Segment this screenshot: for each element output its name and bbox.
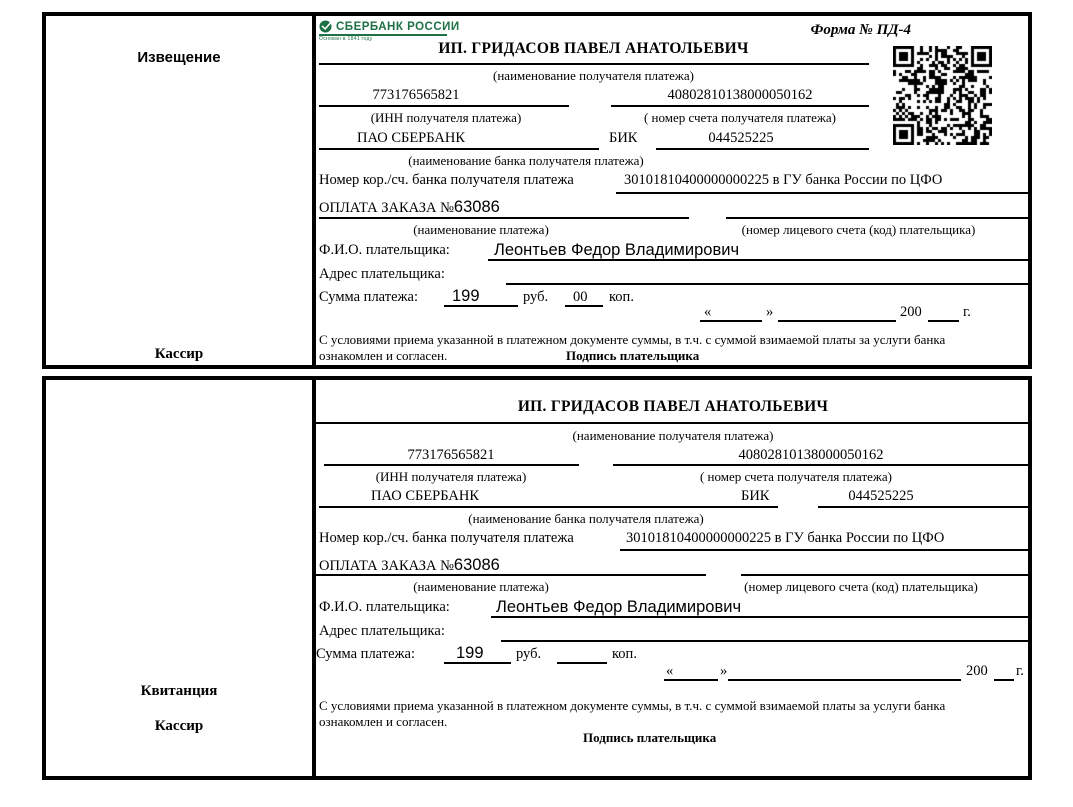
field-underline	[620, 549, 1030, 551]
notice-cashier-label: Кассир	[154, 346, 204, 362]
field-underline	[818, 506, 1030, 508]
field-underline	[565, 305, 603, 307]
field-underline	[319, 105, 569, 107]
corr-label: Номер кор./сч. банка получателя платежа	[319, 530, 574, 546]
receipt-section	[42, 376, 1032, 780]
corr-value: 30101810400000000225 в ГУ банка России по ЦФО	[624, 172, 943, 188]
field-underline	[488, 259, 1030, 261]
bank-name: ПАО СБЕРБАНК	[357, 130, 465, 146]
address-label: Адрес плательщика:	[319, 266, 445, 282]
receipt-cashier-label: Кассир	[154, 718, 204, 734]
date-month-underline	[778, 320, 896, 322]
payee-name: ИП. ГРИДАСОВ ПАВЕЛ АНАТОЛЬЕВИЧ	[438, 40, 749, 57]
account-caption: ( номер счета получателя платежа)	[699, 469, 893, 484]
sum-rub-value: 199	[456, 644, 484, 662]
date-day-underline	[700, 320, 762, 322]
address-label: Адрес плательщика:	[319, 623, 445, 639]
field-underline	[319, 506, 778, 508]
payment-name	[319, 556, 500, 575]
payment-name-value: 63086	[453, 556, 500, 574]
field-underline	[444, 305, 518, 307]
payee-caption: (наименование получателя платежа)	[493, 68, 694, 83]
sum-label: Сумма платежа:	[316, 646, 415, 662]
bank-logo-subtext: Основан в 1841 году	[319, 36, 373, 42]
field-underline	[319, 63, 869, 65]
field-underline	[491, 616, 1030, 618]
qr-code	[893, 46, 992, 145]
agreement-text: С условиями приема указанной в платежном документе суммы, в т.ч. с суммой взимаемой платы за услуги банка ознакомлен и согласен.	[319, 698, 946, 729]
fio-label: Ф.И.О. плательщика:	[319, 599, 450, 615]
personal-account-caption: (номер лицевого счета (код) плательщика)	[741, 222, 976, 237]
field-underline	[557, 662, 607, 664]
inn-caption: (ИНН получателя платежа)	[370, 110, 522, 125]
payment-name-value: 63086	[453, 198, 500, 216]
inn-value: 773176565821	[407, 447, 495, 463]
bank-logo-text: СБЕРБАНК РОССИИ	[336, 20, 460, 33]
field-underline	[316, 422, 1030, 424]
field-underline	[741, 574, 1030, 576]
field-underline	[324, 464, 579, 466]
corr-value: 30101810400000000225 в ГУ банка России по ЦФО	[626, 530, 945, 546]
inn-value: 773176565821	[372, 87, 460, 103]
date-quote-close: »	[766, 304, 774, 320]
date-year-suffix: г.	[963, 304, 971, 320]
receipt-content	[316, 380, 1028, 776]
payment-name	[319, 198, 500, 217]
bank-caption: (наименование банка получателя платежа)	[408, 153, 644, 168]
account-caption: ( номер счета получателя платежа)	[643, 110, 837, 125]
field-underline	[726, 217, 1030, 219]
sum-kop-unit: коп.	[612, 646, 637, 662]
field-underline	[656, 148, 869, 150]
corr-label: Номер кор./сч. банка получателя платежа	[319, 172, 574, 188]
notice-side-label: Извещение	[137, 49, 221, 66]
bik-value: 044525225	[848, 488, 914, 504]
field-underline	[319, 217, 689, 219]
payee-caption: (наименование получателя платежа)	[572, 428, 774, 443]
fio-value: Леонтьев Федор Владимирович	[496, 598, 742, 616]
sum-label: Сумма платежа:	[319, 289, 418, 305]
bik-label: БИК	[609, 130, 638, 146]
sum-rub-value: 199	[452, 287, 480, 305]
date-quote-open: «	[666, 663, 674, 679]
agreement-text: С условиями приема указанной в платежном документе суммы, в т.ч. с суммой взимаемой платы за услуги банка ознакомлен и согласен.	[319, 332, 946, 363]
sum-kop-value: 00	[573, 289, 588, 305]
field-underline	[506, 283, 1030, 285]
field-underline	[319, 148, 599, 150]
payee-name: ИП. ГРИДАСОВ ПАВЕЛ АНАТОЛЬЕВИЧ	[517, 398, 829, 415]
date-year-prefix: 200	[900, 304, 922, 320]
date-year-underline	[928, 320, 959, 322]
receipt-side-label: Квитанция	[140, 683, 218, 699]
bank-caption: (наименование банка получателя платежа)	[468, 511, 704, 526]
bik-value: 044525225	[708, 130, 774, 146]
date-year-prefix: 200	[966, 663, 988, 679]
signature-label: Подпись плательщика	[583, 730, 717, 745]
field-underline	[501, 640, 1030, 642]
notice-section	[42, 12, 1032, 369]
field-underline	[616, 192, 1030, 194]
bank-name: ПАО СБЕРБАНК	[371, 488, 479, 504]
sum-rub-unit: руб.	[516, 646, 542, 662]
bank-logo	[319, 20, 460, 42]
fio-label: Ф.И.О. плательщика:	[319, 242, 450, 258]
inn-caption: (ИНН получателя платежа)	[375, 469, 527, 484]
payment-name-label: ОПЛАТА ЗАКАЗА №	[319, 558, 454, 574]
field-underline	[613, 464, 1030, 466]
date-day-underline	[664, 679, 718, 681]
date-month-underline	[728, 679, 961, 681]
date-year-underline	[994, 679, 1014, 681]
signature-label: Подпись плательщика	[566, 348, 700, 363]
payment-caption: (наименование платежа)	[413, 222, 549, 237]
sum-kop-unit: коп.	[609, 289, 634, 305]
date-quote-close: »	[720, 663, 728, 679]
personal-account-caption: (номер лицевого счета (код) плательщика)	[744, 579, 978, 594]
sberbank-emblem-icon	[319, 20, 332, 33]
form-number-label: Форма № ПД-4	[810, 22, 911, 38]
account-value: 40802810138000050162	[738, 447, 884, 463]
account-value: 40802810138000050162	[667, 87, 813, 103]
sum-rub-unit: руб.	[523, 289, 549, 305]
payment-caption: (наименование платежа)	[413, 579, 549, 594]
date-year-suffix: г.	[1016, 663, 1024, 679]
bik-label: БИК	[741, 488, 770, 504]
payment-name-label: ОПЛАТА ЗАКАЗА №	[319, 200, 454, 216]
field-underline	[316, 574, 706, 576]
field-underline	[611, 105, 869, 107]
date-quote-open: «	[704, 304, 712, 320]
field-underline	[444, 662, 511, 664]
fio-value: Леонтьев Федор Владимирович	[494, 241, 740, 259]
notice-content	[316, 16, 1028, 365]
